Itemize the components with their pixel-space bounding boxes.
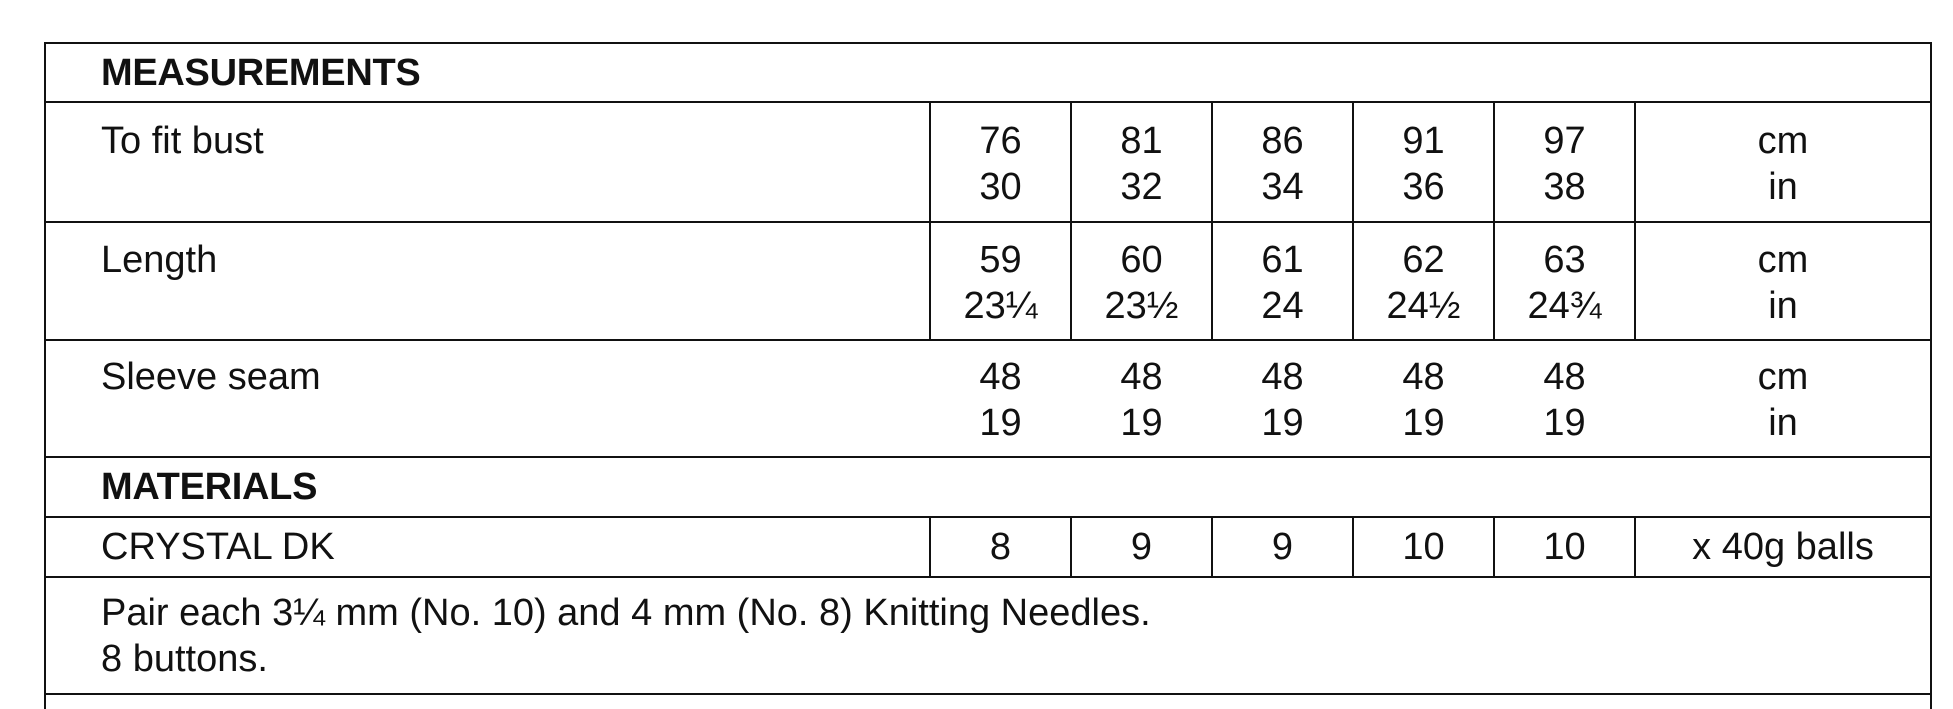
- row-divider: [44, 339, 1932, 341]
- length-in-value: 24½: [1386, 285, 1461, 327]
- length-cm-value: 60: [1120, 239, 1163, 281]
- bust-in-value: 32: [1120, 166, 1163, 208]
- bust-in-value: 34: [1261, 166, 1304, 208]
- measurements-heading: MEASUREMENTS: [101, 52, 421, 94]
- bust-in-value: 30: [979, 166, 1022, 208]
- unit-in-label: in: [1768, 285, 1798, 327]
- unit-in-label: in: [1768, 166, 1798, 208]
- sleeve-in-value: 19: [979, 402, 1022, 444]
- row-label-sleeve-seam: Sleeve seam: [101, 356, 321, 398]
- materials-heading: MATERIALS: [101, 466, 318, 508]
- unit-cm-label: cm: [1757, 120, 1809, 162]
- unit-cm-label: cm: [1757, 356, 1809, 398]
- yarn-unit-label: x 40g balls: [1692, 526, 1874, 568]
- length-cm-value: 59: [979, 239, 1022, 281]
- bust-cm-value: 86: [1261, 120, 1304, 162]
- bust-cm-value: 81: [1120, 120, 1163, 162]
- table-border-top: [44, 42, 1932, 44]
- length-in-value: 23¼: [963, 285, 1038, 327]
- row-divider: [44, 516, 1932, 518]
- row-label-length: Length: [101, 239, 218, 281]
- length-in-value: 24¾: [1527, 285, 1602, 327]
- length-cm-value: 62: [1402, 239, 1445, 281]
- sleeve-cm-value: 48: [979, 356, 1022, 398]
- yarn-balls-value: 10: [1543, 526, 1586, 568]
- needles-note: Pair each 3¼ mm (No. 10) and 4 mm (No. 8) Knitting Needles.: [101, 592, 1151, 634]
- bust-cm-value: 97: [1543, 120, 1586, 162]
- row-divider: [44, 576, 1932, 578]
- row-divider: [44, 456, 1932, 458]
- length-in-value: 24: [1261, 285, 1304, 327]
- yarn-balls-value: 8: [989, 526, 1012, 568]
- row-divider: [44, 221, 1932, 223]
- yarn-name: CRYSTAL DK: [101, 526, 335, 568]
- row-divider: [44, 101, 1932, 103]
- row-divider: [44, 693, 1932, 695]
- unit-cm-label: cm: [1757, 239, 1809, 281]
- length-cm-value: 63: [1543, 239, 1586, 281]
- yarn-balls-value: 10: [1402, 526, 1445, 568]
- sleeve-cm-value: 48: [1120, 356, 1163, 398]
- yarn-balls-value: 9: [1271, 526, 1294, 568]
- bust-cm-value: 76: [979, 120, 1022, 162]
- yarn-balls-value: 9: [1130, 526, 1153, 568]
- row-label-bust: To fit bust: [101, 120, 264, 162]
- table-border-right: [1930, 42, 1932, 709]
- sleeve-cm-value: 48: [1543, 356, 1586, 398]
- buttons-note: 8 buttons.: [101, 638, 268, 680]
- sleeve-in-value: 19: [1402, 402, 1445, 444]
- sleeve-in-value: 19: [1543, 402, 1586, 444]
- sleeve-in-value: 19: [1120, 402, 1163, 444]
- table-border-left: [44, 42, 46, 709]
- sleeve-in-value: 19: [1261, 402, 1304, 444]
- sleeve-cm-value: 48: [1402, 356, 1445, 398]
- bust-cm-value: 91: [1402, 120, 1445, 162]
- bust-in-value: 38: [1543, 166, 1586, 208]
- unit-in-label: in: [1768, 402, 1798, 444]
- length-cm-value: 61: [1261, 239, 1304, 281]
- bust-in-value: 36: [1402, 166, 1445, 208]
- length-in-value: 23½: [1104, 285, 1179, 327]
- sleeve-cm-value: 48: [1261, 356, 1304, 398]
